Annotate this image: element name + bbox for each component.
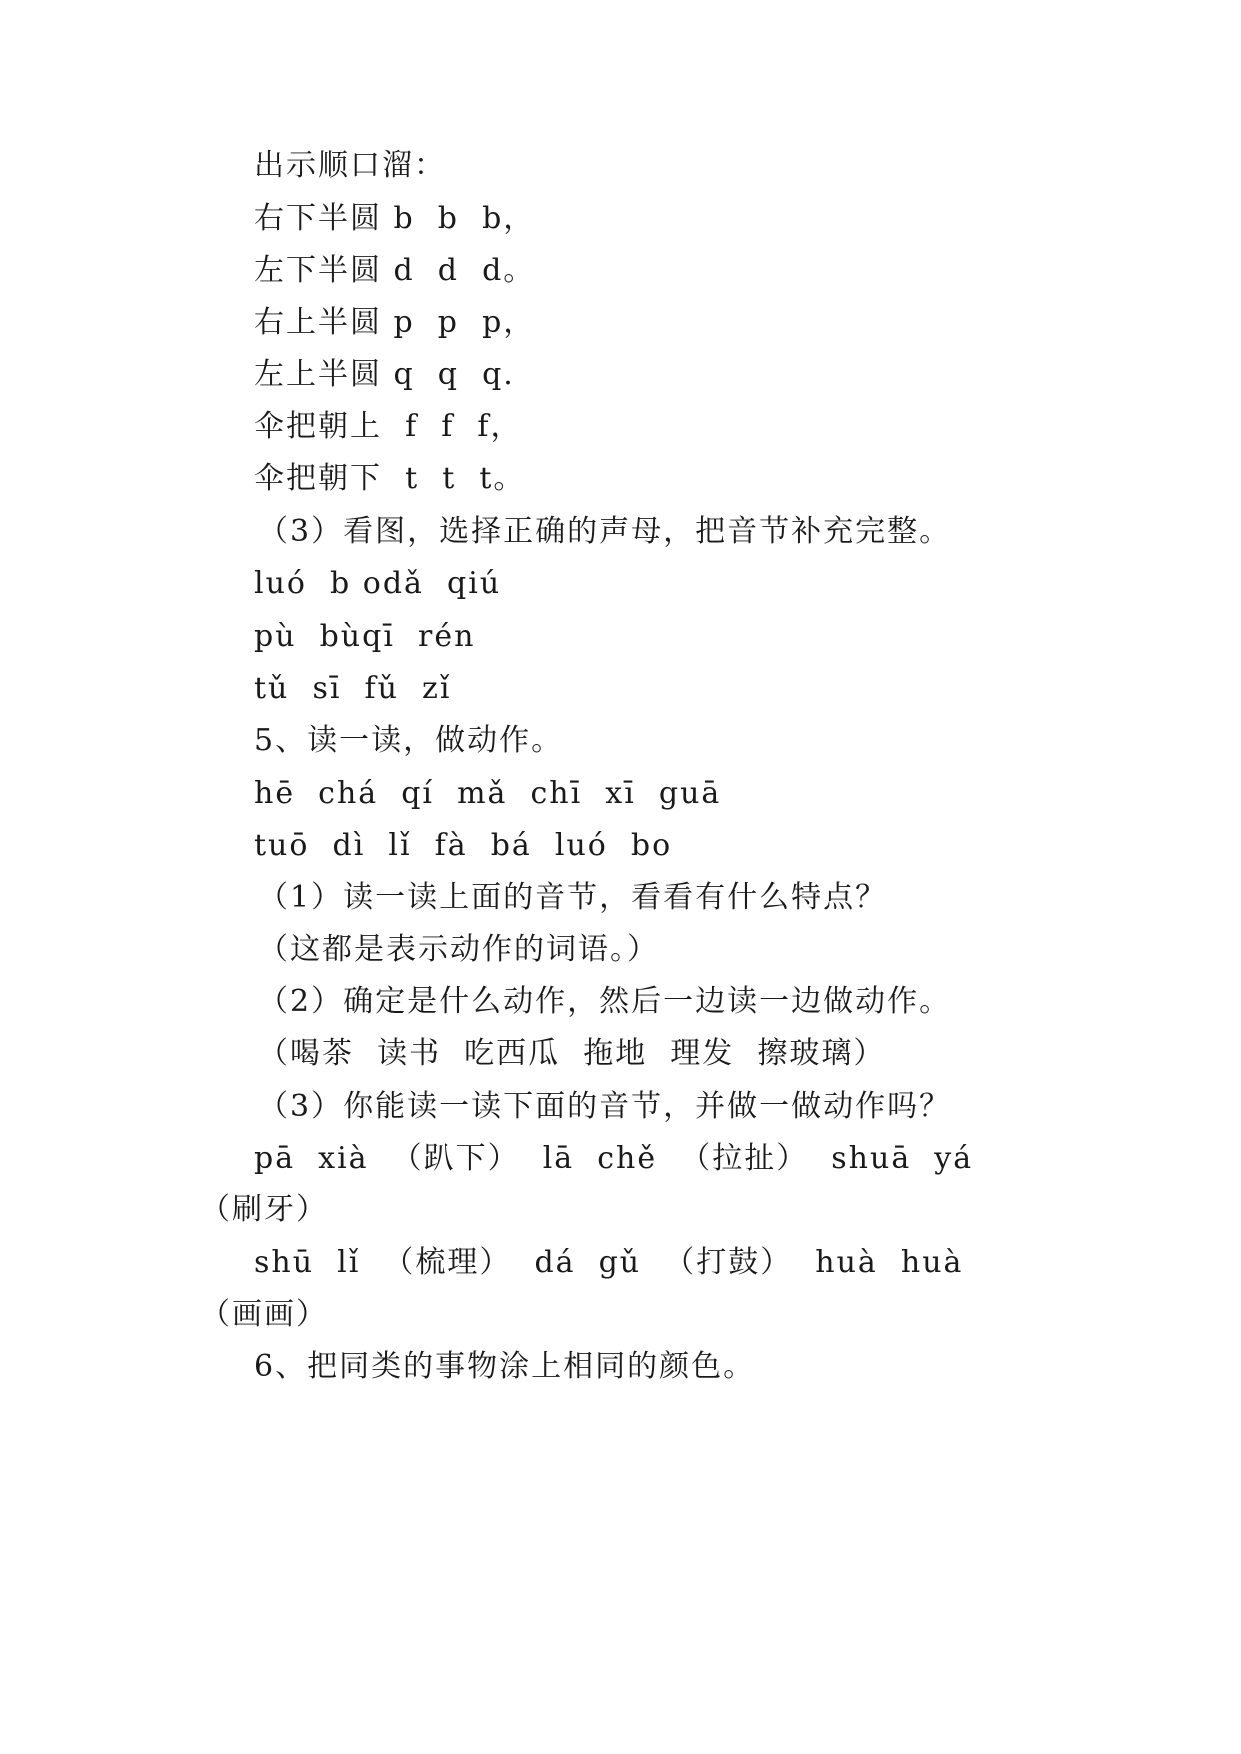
text-line-pinyin-3: tǔ sī fǔ zǐ (254, 671, 452, 706)
text-line-task-3-intro: （3）看图，选择正确的声母，把音节补充完整。 (258, 514, 952, 549)
text-line-question-3: （3）你能读一读下面的音节，并做一做动作吗？ (258, 1089, 952, 1124)
text-line-rhyme-intro: 出示顺口溜： (254, 148, 446, 183)
text-line-pinyin-4: hē chá qí mǎ chī xī guā (254, 776, 722, 811)
text-line-answer-1: （这都是表示动作的词语。） (258, 932, 659, 967)
text-line-pinyin-7-wrap: （画画） (200, 1297, 328, 1332)
text-line-answer-2: （喝茶 读书 吃西瓜 拖地 理发 擦玻璃） (258, 1036, 886, 1071)
text-line-question-2: （2）确定是什么动作，然后一边读一边做动作。 (258, 984, 952, 1019)
text-line-pinyin-7: shū lǐ （梳理） dá gǔ （打鼓） huà huà (254, 1245, 964, 1280)
section-heading-6: 6、把同类的事物涂上相同的颜色。 (254, 1349, 756, 1384)
text-line-pinyin-6-wrap: （刷牙） (200, 1192, 328, 1227)
text-line-pinyin-6: pā xià （趴下） lā chě （拉扯） shuā yá (254, 1141, 974, 1176)
text-line-d: 左下半圆 d d d。 (254, 253, 536, 288)
text-line-q: 左上半圆 q q q. (254, 357, 515, 392)
text-line-p: 右上半圆 p p p， (254, 305, 536, 340)
text-line-pinyin-1: luó b odǎ qiú (254, 566, 502, 601)
text-line-b: 右下半圆 b b b， (254, 201, 536, 236)
text-line-f: 伞把朝上 f f f， (254, 409, 523, 444)
text-line-pinyin-2: pù bùqī rén (254, 619, 476, 654)
text-line-t: 伞把朝下 t t t。 (254, 461, 526, 496)
section-heading-5: 5、读一读，做动作。 (254, 723, 564, 758)
text-line-pinyin-5: tuō dì lǐ fà bá luó bo (254, 828, 673, 863)
text-line-question-1: （1）读一读上面的音节，看看有什么特点？ (258, 880, 888, 915)
